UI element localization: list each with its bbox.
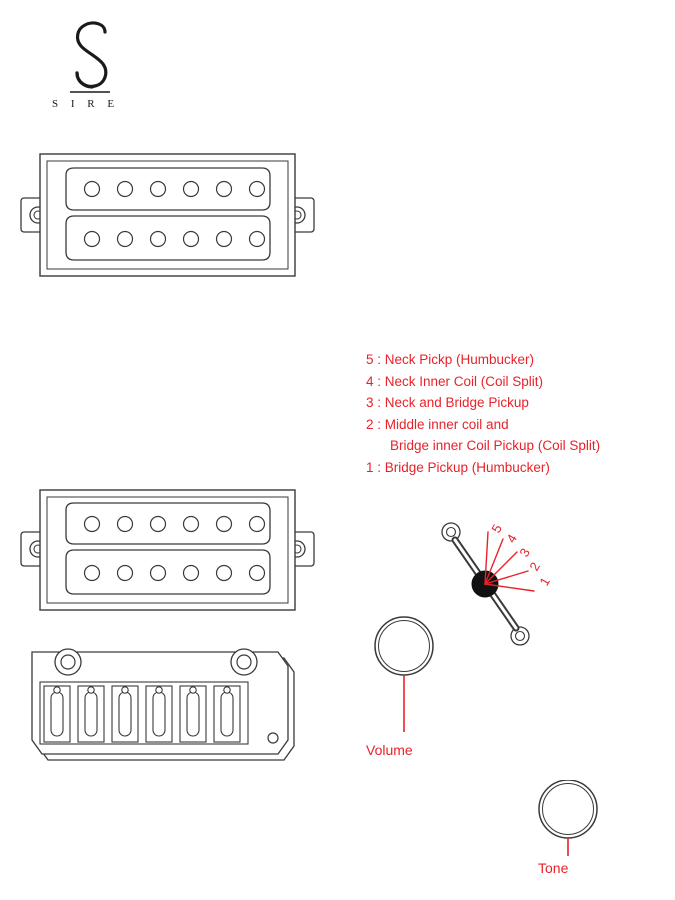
switch-position-2: 2	[526, 559, 543, 574]
brand-wordmark: S I R E	[52, 98, 120, 110]
sire-s-logo-icon	[48, 18, 128, 98]
switch-position-3: 3	[516, 545, 533, 560]
volume-knob-graphic[interactable]	[364, 614, 444, 744]
guitar-bridge-graphic	[26, 640, 316, 790]
bridge-pickup-graphic	[14, 482, 324, 622]
legend-row-4: 4 : Neck Inner Coil (Coil Split)	[366, 373, 544, 389]
sire-brand-logo	[48, 18, 128, 118]
legend-row-1: 1 : Bridge Pickup (Humbucker)	[366, 459, 550, 475]
tone-knob-graphic[interactable]	[528, 780, 608, 870]
volume-label: Volume	[366, 742, 413, 758]
pickup-selector-switch-graphic[interactable]	[424, 510, 584, 660]
neck-pickup-graphic	[14, 140, 324, 290]
legend-row-3: 3 : Neck and Bridge Pickup	[366, 395, 529, 410]
legend-row-5: 5 : Neck Pickp (Humbucker)	[366, 352, 535, 367]
switch-position-5: 5	[488, 521, 505, 536]
tone-label: Tone	[538, 860, 569, 876]
legend-row-2-cont: Bridge inner Coil Pickup (Coil Split)	[390, 438, 601, 453]
legend-row-2: 2 : Middle inner coil and	[366, 416, 509, 432]
pickup-selector-legend	[366, 349, 666, 478]
switch-position-1: 1	[536, 574, 553, 589]
switch-position-4: 4	[503, 531, 520, 546]
